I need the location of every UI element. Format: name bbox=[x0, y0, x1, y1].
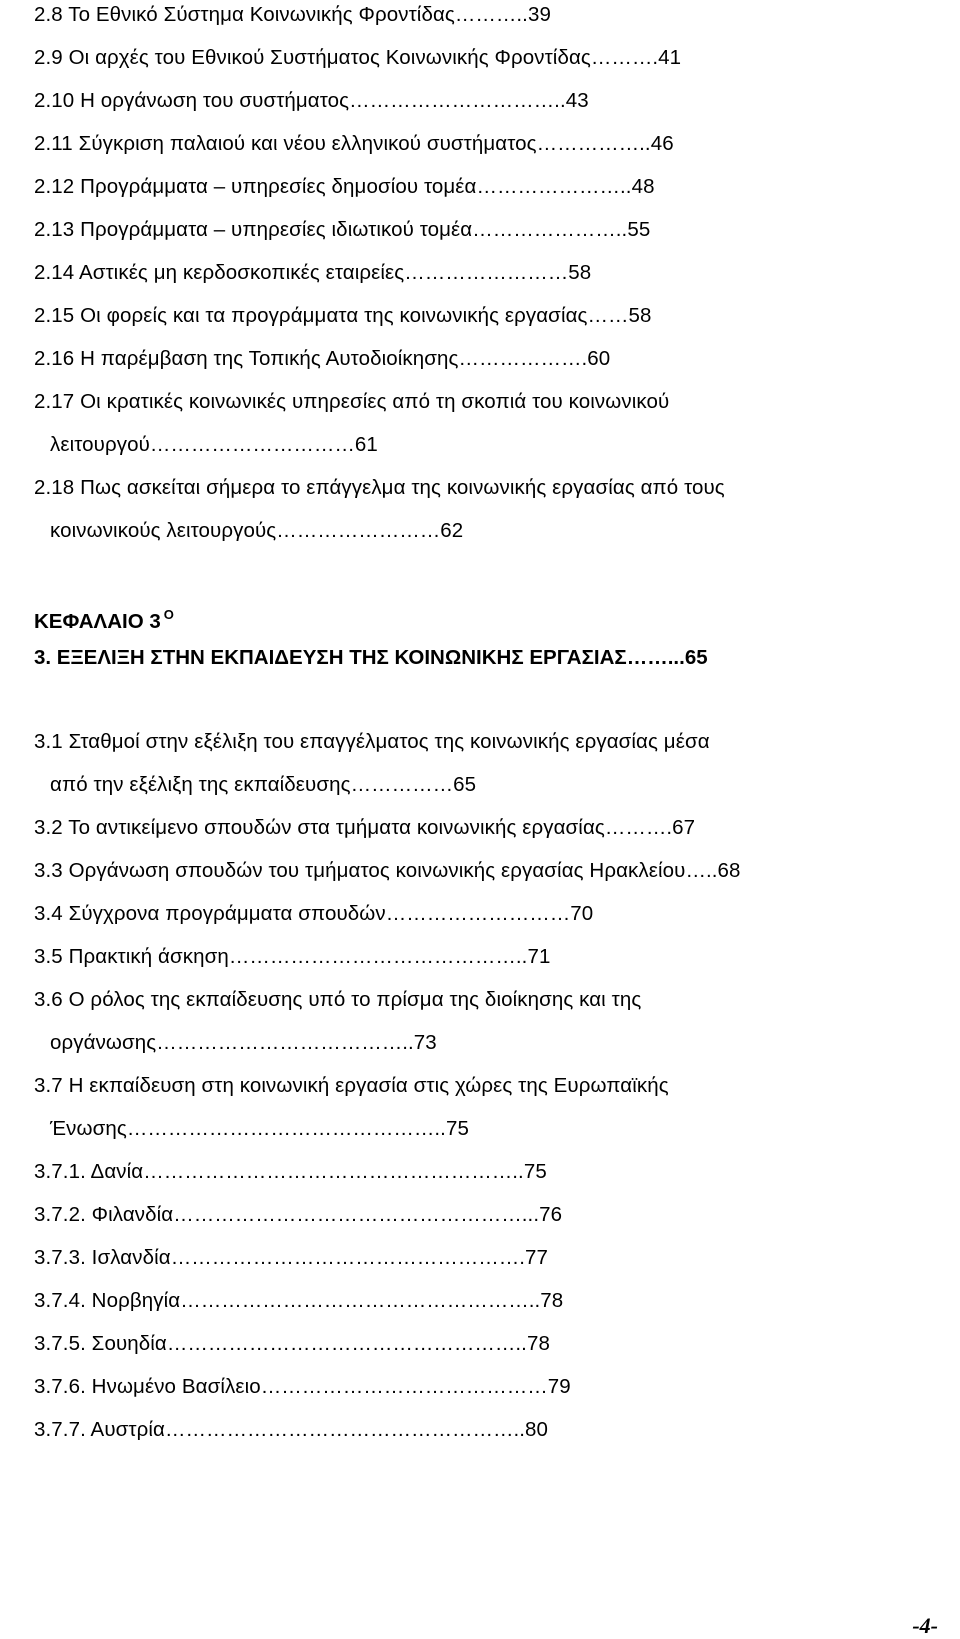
toc-entry-continuation: από την εξέλιξη της εκπαίδευσης……………65 bbox=[50, 773, 477, 796]
page-number: -4- bbox=[912, 1613, 938, 1638]
toc-subentry: 3.7.2. Φιλανδία……………………………………………...76 bbox=[34, 1203, 563, 1226]
chapter-title: 3. ΕΞΕΛΙΞΗ ΣΤΗΝ ΕΚΠΑΙΔΕΥΣΗ ΤΗΣ ΚΟΙΝΩΝΙΚΗΣ ΕΡΓΑΣΙΑΣ……...65 bbox=[34, 646, 708, 669]
toc-entry-continuation: κοινωνικούς λειτουργούς……………………62 bbox=[50, 519, 464, 542]
toc-subentry: 3.7.5. Σουηδία……………………………………………..78 bbox=[34, 1332, 550, 1355]
toc-subentry: 3.7.3. Ισλανδία…………………………………………….77 bbox=[34, 1246, 549, 1269]
toc-entry: 3.6 Ο ρόλος της εκπαίδευσης υπό το πρίσμα της διοίκησης και της bbox=[34, 988, 642, 1011]
toc-entry-continuation: λειτουργού…………………………61 bbox=[50, 433, 378, 456]
chapter-label: ΚΕΦΑΛΑΙΟ 3 $^O$ bbox=[34, 607, 174, 633]
toc-entry: 3.3 Οργάνωση σπουδών του τμήματος κοινωνικής εργασίας Ηρακλείου…..68 bbox=[34, 859, 741, 882]
toc-entry: 2.17 Οι κρατικές κοινωνικές υπηρεσίες από τη σκοπιά του κοινωνικού bbox=[34, 390, 670, 413]
toc-entry: 2.18 Πως ασκείται σήμερα το επάγγελμα της κοινωνικής εργασίας από τους bbox=[34, 476, 725, 499]
toc-entry: 2.11 Σύγκριση παλαιού και νέου ελληνικού συστήματος……………..46 bbox=[34, 132, 674, 155]
toc-entry: 2.16 Η παρέμβαση της Τοπικής Αυτοδιοίκησης……………….60 bbox=[34, 347, 611, 370]
toc-entry: 2.14 Αστικές μη κερδοσκοπικές εταιρείες……………………58 bbox=[34, 261, 592, 284]
toc-entry: 2.15 Οι φορείς και τα προγράμματα της κοινωνικής εργασίας……58 bbox=[34, 304, 652, 327]
toc-entry: 2.9 Οι αρχές του Εθνικού Συστήματος Κοινωνικής Φροντίδας……….41 bbox=[34, 46, 682, 69]
toc-entry: 2.13 Προγράμματα – υπηρεσίες ιδιωτικού τομέα…………………..55 bbox=[34, 218, 651, 241]
toc-subentry: 3.7.6. Ηνωμένο Βασίλειο……………………………………79 bbox=[34, 1375, 571, 1398]
toc-subentry: 3.7.1. Δανία………………………………………………..75 bbox=[34, 1160, 547, 1183]
toc-entry-continuation: οργάνωσης………………………………..73 bbox=[50, 1031, 437, 1054]
toc-entry: 3.2 Το αντικείμενο σπουδών στα τμήματα κοινωνικής εργασίας……….67 bbox=[34, 816, 696, 839]
toc-subentry: 3.7.4. Νορβηγία……………………………………………..78 bbox=[34, 1289, 564, 1312]
toc-entry: 2.10 Η οργάνωση του συστήματος…………………………..43 bbox=[34, 89, 589, 112]
toc-entry: 2.8 Το Εθνικό Σύστημα Κοινωνικής Φροντίδας………..39 bbox=[34, 3, 551, 26]
toc-subentry: 3.7.7. Αυστρία……………………………………………..80 bbox=[34, 1418, 549, 1441]
toc-entry: 3.1 Σταθμοί στην εξέλιξη του επαγγέλματος της κοινωνικής εργασίας μέσα bbox=[34, 730, 710, 753]
toc-entry: 3.5 Πρακτική άσκηση……………………………………..71 bbox=[34, 945, 551, 968]
toc-entry: 2.12 Προγράμματα – υπηρεσίες δημοσίου τομέα…………………..48 bbox=[34, 175, 655, 198]
toc-entry-continuation: Ένωσης………………………………………..75 bbox=[50, 1117, 469, 1140]
toc-entry: 3.4 Σύγχρονα προγράμματα σπουδών………………………70 bbox=[34, 902, 594, 925]
toc-entry: 3.7 Η εκπαίδευση στη κοινωνική εργασία στις χώρες της Ευρωπαϊκής bbox=[34, 1074, 669, 1097]
